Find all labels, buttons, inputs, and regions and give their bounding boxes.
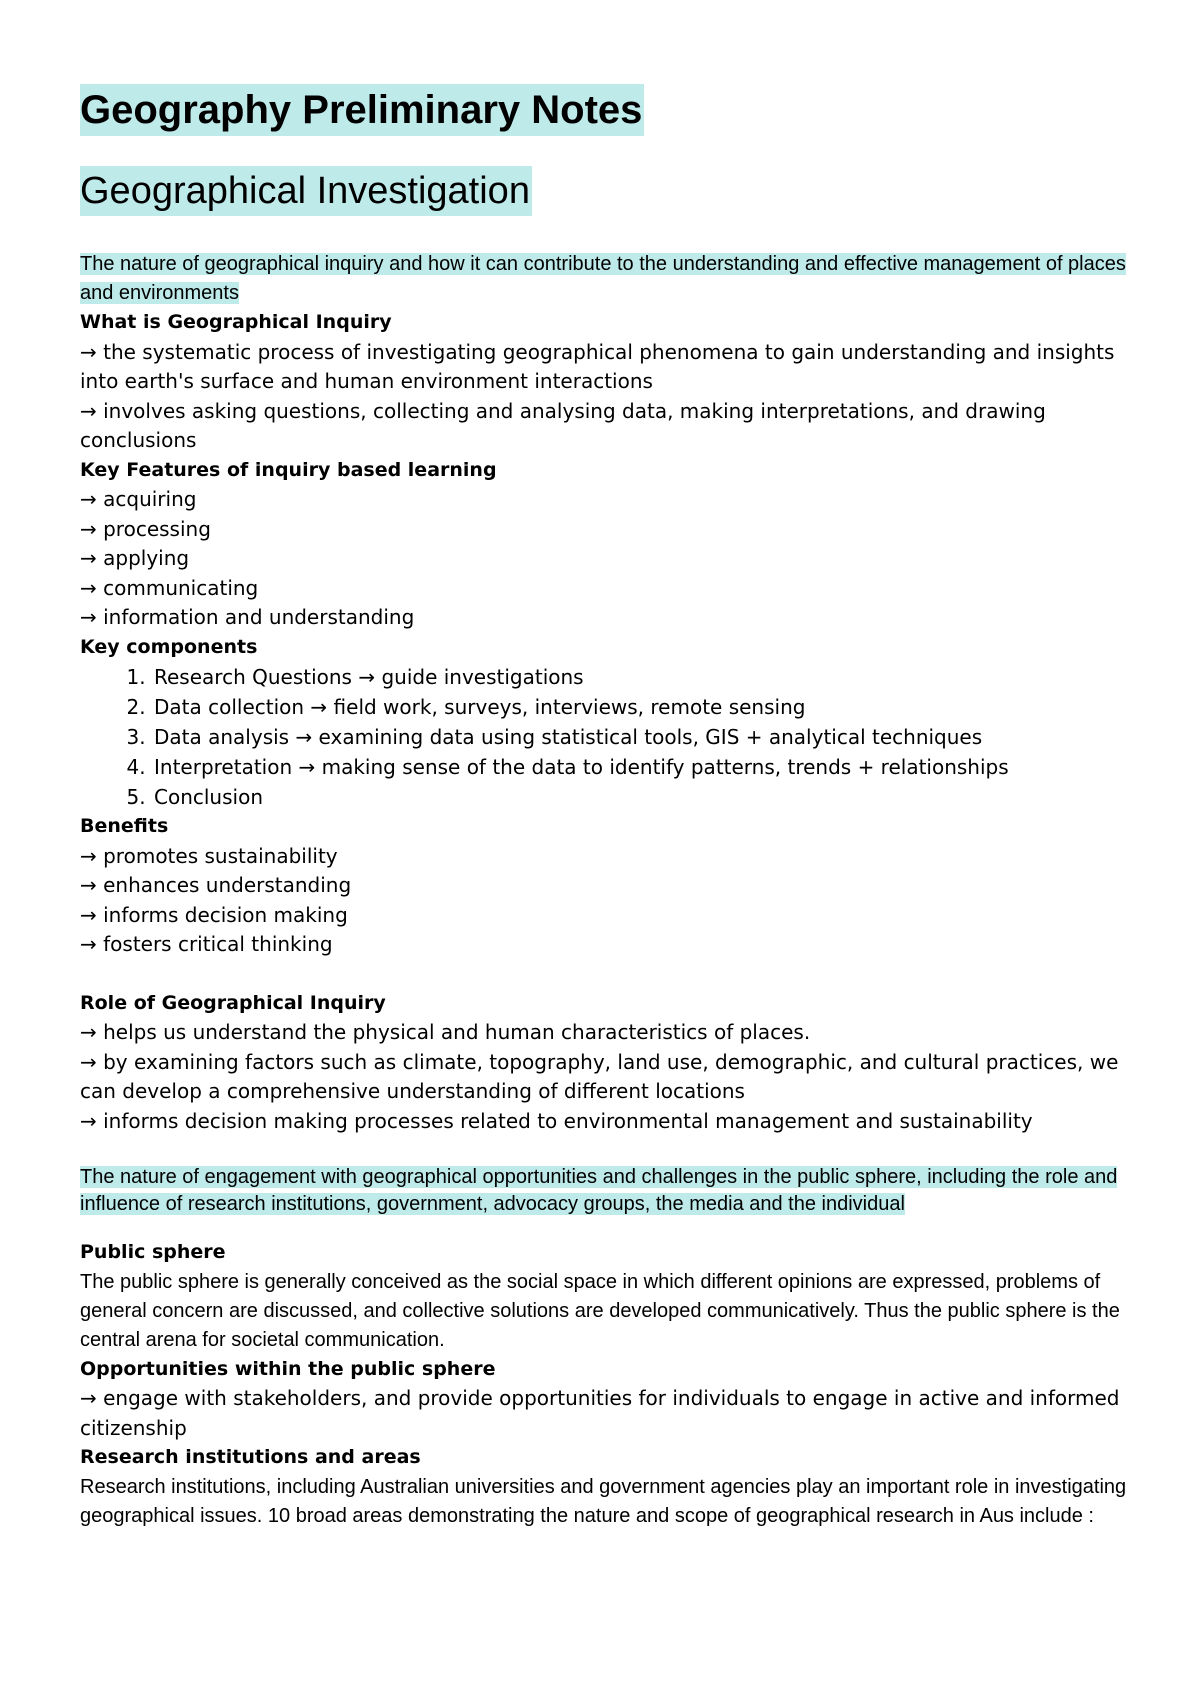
key-feature-item: → acquiring: [80, 487, 197, 511]
key-features-heading: Key Features of inquiry based learning: [80, 458, 497, 481]
list-item: 4. Interpretation → making sense of the data to identify patterns, trends + relationships: [152, 752, 1130, 782]
role-point: → helps us understand the physical and human characteristics of places.: [80, 1020, 811, 1044]
benefit-item: → informs decision making: [80, 902, 348, 927]
list-item: 1. Research Questions → guide investigations: [152, 662, 1130, 692]
intro-text-2: The nature of engagement with geographical opportunities and challenges in the public sphere, including the role and influence of research institutions, government, advocacy groups, the media and the individual: [80, 1166, 1118, 1215]
key-feature-item: → processing: [80, 516, 211, 541]
role-point: → informs decision making processes related to environmental management and sustainability: [80, 1108, 1033, 1133]
section-title: Geographical Investigation: [80, 166, 532, 216]
role-heading: Role of Geographical Inquiry: [80, 991, 386, 1014]
key-feature-item: → applying: [80, 546, 190, 570]
public-sphere-heading: Public sphere: [80, 1241, 226, 1263]
public-sphere-text: The public sphere is generally conceived as the social space in which different opinions are expressed, problems of general concern are discussed, and collective solutions are developed communicatively. Thus the public sphere is the central arena for societal communication.: [80, 1270, 1120, 1351]
research-text: Research institutions, including Australian universities and government agencies play an important role in investigating geographical issues. 10 broad areas demonstrating the nature and scope of geographical research in Aus include :: [80, 1475, 1127, 1527]
intro-paragraph-2: [80, 1164, 1130, 1218]
opportunities-text: → engage with stakeholders, and provide opportunities for individuals to engage in active and informed citizenship: [80, 1386, 1120, 1440]
role-point: → by examining factors such as climate, topography, land use, demographic, and cultural practices, we can develop a comprehensive understanding of different locations: [80, 1049, 1119, 1103]
document-title: Geography Preliminary Notes: [80, 84, 644, 136]
title-block: [80, 84, 1130, 136]
key-feature-item: → communicating: [80, 575, 259, 600]
what-is-point: → the systematic process of investigating geographical phenomena to gain understanding and insights into earth's surface and human environment interactions: [80, 339, 1115, 393]
what-is-point: → involves asking questions, collecting and analysing data, making interpretations, and drawing conclusions: [80, 398, 1046, 452]
key-components-list: [80, 662, 1130, 812]
list-item: 2. Data collection → field work, surveys, interviews, remote sensing: [152, 692, 1130, 722]
benefit-item: → promotes sustainability: [80, 843, 338, 868]
opportunities-heading: Opportunities within the public sphere: [80, 1357, 496, 1380]
spacer: [80, 960, 1130, 989]
subtitle-block: [80, 166, 1130, 216]
key-components-heading: Key components: [80, 635, 258, 658]
intro-paragraph: [80, 250, 1130, 308]
what-is-heading: What is Geographical Inquiry: [80, 311, 392, 333]
intro-text: The nature of geographical inquiry and how it can contribute to the understanding and effective management of places and environments: [80, 253, 1126, 304]
research-heading: Research institutions and areas: [80, 1446, 421, 1468]
list-item: 5. Conclusion: [152, 782, 1130, 812]
list-item: 3. Data analysis → examining data using statistical tools, GIS + analytical techniques: [152, 722, 1130, 752]
key-feature-item: → information and understanding: [80, 605, 415, 629]
benefit-item: → fosters critical thinking: [80, 932, 333, 956]
benefits-heading: Benefits: [80, 815, 169, 837]
benefit-item: → enhances understanding: [80, 873, 352, 897]
document-page: [80, 84, 1130, 1531]
